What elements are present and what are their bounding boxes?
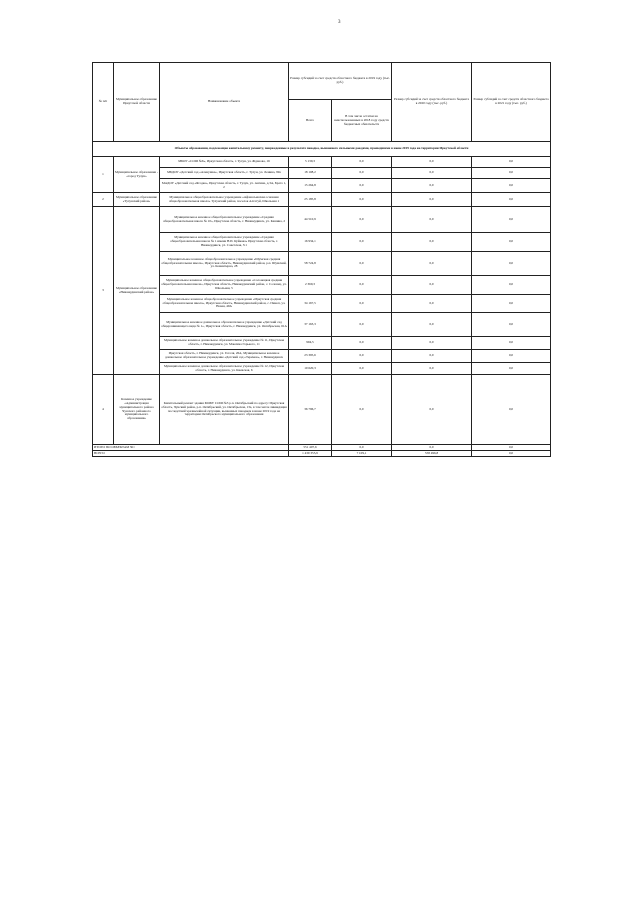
amount-2020: 0,0 — [392, 313, 472, 337]
amount-2019-inc: 0,0 — [332, 252, 392, 276]
object-name: Муниципальное казенное дошкольное образовательное учреждение № 11, Иркутская область, г. Нижнеудинск, ул. Максима Горького, 11 — [160, 337, 289, 350]
amount-2020: 0,0 — [392, 337, 472, 350]
amount-2021: 0,0 — [472, 179, 551, 193]
amount-2019-inc: 0,0 — [332, 179, 392, 193]
total-amount-2021: 0,0 — [472, 451, 551, 457]
amount-2019-total: 44 510,9 — [289, 207, 332, 233]
amount-2019-total: 2 369,3 — [289, 276, 332, 295]
amount-2019-inc: 0,0 — [332, 168, 392, 179]
header-object: Наименование объекта — [160, 63, 289, 142]
total-amount-2019: 551 407,6 — [289, 445, 332, 451]
total-row — [93, 451, 551, 457]
amount-2019-total: 18 108,2 — [289, 168, 332, 179]
total-amount-2021: 0,0 — [472, 445, 551, 451]
amount-2019-total: 23 395,6 — [289, 350, 332, 363]
amount-2021: 0,0 — [472, 363, 551, 375]
object-name: Муниципальное казенное дошкольное образовательное учреждение № 12, Иркутская область, г. Нижнеудинск, ул. Киевская, 6 — [160, 363, 289, 375]
table-row — [93, 295, 551, 313]
amount-2021: 0,0 — [472, 168, 551, 179]
amount-2019-total: 10 620,3 — [289, 363, 332, 375]
object-name: Иркутская область, г. Нижнеудинск, ул. Гоголя, 26А, Муниципальное казенное дошкольное образовательное учреждение «Детский сад «Теремок», г. Нижнеудинск — [160, 350, 289, 363]
subsidy-table — [92, 62, 551, 457]
total-amount-2020: 558 496,8 — [392, 451, 472, 457]
amount-2021: 0,0 — [472, 207, 551, 233]
municipality-name: Муниципальное образование «Нижнеудинский район» — [114, 207, 160, 375]
row-number: 2 — [93, 193, 114, 207]
amount-2019-total: 34 167,5 — [289, 295, 332, 313]
amount-2019-total: 5 139,3 — [289, 157, 332, 168]
row-number: 1 — [93, 157, 114, 193]
municipality-name: Муниципальное образование - «город Тулун» — [114, 157, 160, 193]
amount-2020: 0,0 — [392, 179, 472, 193]
table-row — [93, 233, 551, 252]
amount-2019-total: 994,5 — [289, 337, 332, 350]
total-amount-2019-inc: 0,0 — [332, 445, 392, 451]
total-amount-2020: 0,0 — [392, 445, 472, 451]
amount-2020: 0,0 — [392, 252, 472, 276]
amount-2019-total: 36 796,7 — [289, 375, 332, 445]
municipality-name: Казенное учреждение «Администрация муниципального района Чунского районного муниципального образования» — [114, 375, 160, 445]
amount-2020: 0,0 — [392, 276, 472, 295]
table-row — [93, 179, 551, 193]
amount-2019-inc: 0,0 — [332, 193, 392, 207]
municipality-name: Муниципальное образование «Тулунский район» — [114, 193, 160, 207]
amount-2020: 0,0 — [392, 233, 472, 252]
amount-2021: 0,0 — [472, 252, 551, 276]
table-row — [93, 168, 551, 179]
amount-2021: 0,0 — [472, 276, 551, 295]
table-row — [93, 313, 551, 337]
header-2019: Размер субсидий за счет средств областного бюджета в 2019 году (тыс. руб.) — [289, 63, 392, 100]
object-name: Муниципальное казенное общеобразовательное учреждение «Средняя общеобразовательная школа № 1 имени Н.И. Куйкова» Иркутская область, г. Нижнеудинск, ул. Советская, 3:1 — [160, 233, 289, 252]
amount-2019-total: 16 934,1 — [289, 233, 332, 252]
total-label: ВСЕГО — [93, 451, 289, 457]
amount-2020: 0,0 — [392, 157, 472, 168]
amount-2021: 0,0 — [472, 193, 551, 207]
amount-2021: 0,0 — [472, 375, 551, 445]
object-name: МБОУ «СОШ №6», Иркутская область, г. Тулун, ул. Жданова, 16 — [160, 157, 289, 168]
object-name: Муниципальное казенное общеобразовательное учреждение «Иркутская средняя общеобразовательная школа», Иркутская область, Нижнеудинский район, с. Пиноп, ул. Новая, 49А — [160, 295, 289, 313]
object-name: МБДОУ «Детский сад «Аленушка», Иркутская область, г. Тулун, ул. Ленина, 99а — [160, 168, 289, 179]
header-2021: Размер субсидий за счет средств областного бюджета в 2021 году (тыс. руб.) — [472, 63, 551, 142]
object-name: Капитальный ремонт здания МОБУ СОШ №3 р.п. Октябрьский по адресу: Иркутская область, Чунский район, р.п. Октябрьский, ул. Октябрьская, 13а, в том числе ликвидация последствий чрезвычайной ситуации, вызванных паводком в июне 2019 года на территории Октябрьского муниципального образования — [160, 375, 289, 445]
header-num: № п/п — [93, 63, 114, 142]
amount-2019-total: 37 163,3 — [289, 313, 332, 337]
table-row — [93, 207, 551, 233]
amount-2019-inc: 0,0 — [332, 337, 392, 350]
header-2019-total: Всего — [289, 100, 332, 142]
amount-2020: 0,0 — [392, 363, 472, 375]
amount-2020: 0,0 — [392, 295, 472, 313]
total-label: ИТОГО ПО ОБЪЕКТАМ ЧС: — [93, 445, 289, 451]
amount-2019-total: 25 185,8 — [289, 193, 332, 207]
amount-2019-inc: 0,0 — [332, 313, 392, 337]
table-row — [93, 157, 551, 168]
table-row — [93, 276, 551, 295]
table-row — [93, 252, 551, 276]
amount-2019-inc: 0,0 — [332, 276, 392, 295]
header-2019-inc: В том числе остатки на неиспользованных в 2018 году средств бюджетных обязательств — [332, 100, 392, 142]
page-number: 3 — [338, 20, 341, 25]
amount-2019-inc: 0,0 — [332, 350, 392, 363]
amount-2019-inc: 0,0 — [332, 363, 392, 375]
amount-2019-total: 58 724,8 — [289, 252, 332, 276]
object-name: Муниципальное казенное дошкольное образовательное учреждение «Детский сад общеразвивающего вида № 1», Иркутская область, г. Нижнеудинск, ул. Октябрьская, 61А — [160, 313, 289, 337]
total-amount-2019-inc: 7 109,1 — [332, 451, 392, 457]
amount-2019-inc: 0,0 — [332, 233, 392, 252]
table-row — [93, 363, 551, 375]
object-name: Муниципальное казенное общеобразовательное учреждение «Солонецкая средняя общеобразовательная школа», Иркутская область, Нижнеудинский район, с. Солонец, ул. Школьная, 5 — [160, 276, 289, 295]
amount-2019-total: 15 264,8 — [289, 179, 332, 193]
amount-2021: 0,0 — [472, 313, 551, 337]
amount-2020: 0,0 — [392, 350, 472, 363]
header-2020: Размер субсидий за счет средств областного бюджета в 2020 году (тыс. руб.) — [392, 63, 472, 142]
amount-2020: 0,0 — [392, 168, 472, 179]
table-row — [93, 337, 551, 350]
amount-2021: 0,0 — [472, 233, 551, 252]
row-number: 3 — [93, 207, 114, 375]
amount-2021: 0,0 — [472, 295, 551, 313]
amount-2021: 0,0 — [472, 157, 551, 168]
object-name: Муниципальное общеобразовательное учреждение «Афанасьевская основная общеобразовательная школа» Тулунский район, поселок Алгатуй, Школьная 1 — [160, 193, 289, 207]
amount-2019-inc: 0,0 — [332, 157, 392, 168]
amount-2021: 0,0 — [472, 350, 551, 363]
amount-2021: 0,0 — [472, 337, 551, 350]
table-row — [93, 375, 551, 445]
amount-2020: 0,0 — [392, 193, 472, 207]
amount-2019-inc: 0,0 — [332, 375, 392, 445]
object-name: Муниципальное казенное общеобразовательное учреждение «Шумская средняя общеобразовательная школа», Иркутская область, Нижнеудинский район, р.п. Шумский, ул. Коминтерна, 28 — [160, 252, 289, 276]
amount-2020: 0,0 — [392, 207, 472, 233]
row-number: 4 — [93, 375, 114, 445]
total-amount-2019: 1 439 355,9 — [289, 451, 332, 457]
object-name: Муниципальное казенное общеобразовательное учреждение «Средняя общеобразовательная школа № 10», Иркутская область, г. Нижнеудинск, ул. Кашина, 2 — [160, 207, 289, 233]
header-mo: Муниципальное образование Иркутской области — [114, 63, 160, 142]
amount-2019-inc: 0,0 — [332, 207, 392, 233]
section-title: Объекты образования, подлежащие капитальному ремонту, поврежденные в результате паводка, вызванного сильными дождями, прошедшими в июне 2019 года на территории Иркутской области — [93, 142, 551, 157]
table-row — [93, 350, 551, 363]
object-name: МАДОУ «Детский сад «Ягодка», Иркутская область, г. Тулун, ул. Ангина, д.3А, Брато 1, 2 — [160, 179, 289, 193]
amount-2019-inc: 0,0 — [332, 295, 392, 313]
table-row — [93, 193, 551, 207]
amount-2020: 0,0 — [392, 375, 472, 445]
